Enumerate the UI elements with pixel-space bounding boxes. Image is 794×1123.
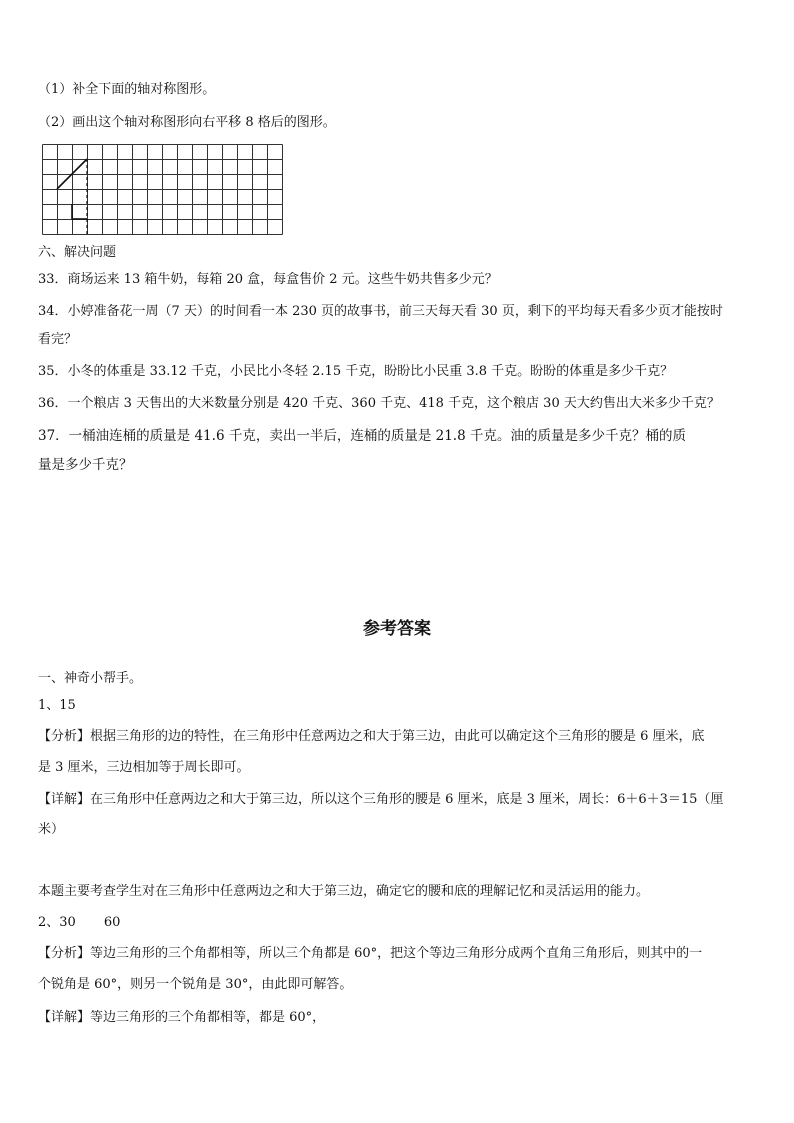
answer-2-head: [38, 915, 756, 931]
answer-2-detail: 【详解】等边三角形的三个角都相等，都是 60°，: [38, 1010, 326, 1025]
question-34-line-2: 看完？: [38, 332, 78, 347]
answers-title: 参考答案: [363, 619, 431, 639]
question-5-2: （2）画出这个轴对称图形向右平移 8 格后的图形。: [38, 115, 336, 130]
answer-2-value-2: 60: [103, 915, 121, 930]
question-33: 33．商场运来 13 箱牛奶，每箱 20 盒，每盒售价 2 元。这些牛奶共售多少元？: [38, 272, 498, 287]
answer-1-analysis-line-2: 是 3 厘米，三边相加等于周长即可。: [38, 760, 250, 775]
question-36: 36．一个粮店 3 天售出的大米数量分别是 420 千克、360 千克、418 千克，这个粮店 30 天大约售出大米多少千克？: [38, 396, 720, 411]
question-37-line-1: 37．一桶油连桶的质量是 41.6 千克，卖出一半后，连桶的质量是 21.8 千克。油的质量是多少千克？桶的质: [38, 428, 686, 444]
square-grid-figure: [42, 144, 284, 240]
answer-1-head: 1、15: [38, 698, 76, 713]
question-35: 35．小冬的体重是 33.12 千克，小民比小冬轻 2.15 千克，盼盼比小民重 3.8 千克。盼盼的体重是多少千克？: [38, 364, 674, 379]
section-6-title: 六、解决问题: [38, 245, 117, 260]
grid-svg: [42, 144, 284, 236]
answer-2-analysis-line-2: 个锐角是 60°，则另一个锐角是 30°，由此即可解答。: [38, 977, 353, 992]
answer-2-analysis-line-1: 【分析】等边三角形的三个角都相等，所以三个角都是 60°，把这个等边三角形分成两个直角三角形后，则其中的一: [38, 946, 703, 961]
answer-2-value-1: 2、30: [38, 915, 76, 930]
answer-1-detail-line-2: 米）: [38, 822, 65, 837]
question-5-1: （1）补全下面的轴对称图形。: [38, 82, 216, 97]
answer-1-detail-line-1: 【详解】在三角形中任意两边之和大于第三边，所以这个三角形的腰是 6 厘米，底是 3 厘米，周长：6＋6＋3＝15（厘: [38, 792, 724, 807]
question-34-line-1: 34．小婷准备花一周（7 天）的时间看一本 230 页的故事书，前三天每天看 30 页，剩下的平均每天看多少页才能按时: [38, 304, 723, 319]
answer-1-analysis-line-1: 【分析】根据三角形的边的特性，在三角形中任意两边之和大于第三边，由此可以确定这个三角形的腰是 6 厘米，底: [38, 729, 705, 744]
answer-1-summary: 本题主要考查学生对在三角形中任意两边之和大于第三边，确定它的腰和底的理解记忆和灵活运用的能力。: [38, 884, 650, 899]
question-37-line-2: 量是多少千克？: [38, 457, 133, 473]
answers-part-1-title: 一、神奇小帮手。: [38, 671, 143, 686]
